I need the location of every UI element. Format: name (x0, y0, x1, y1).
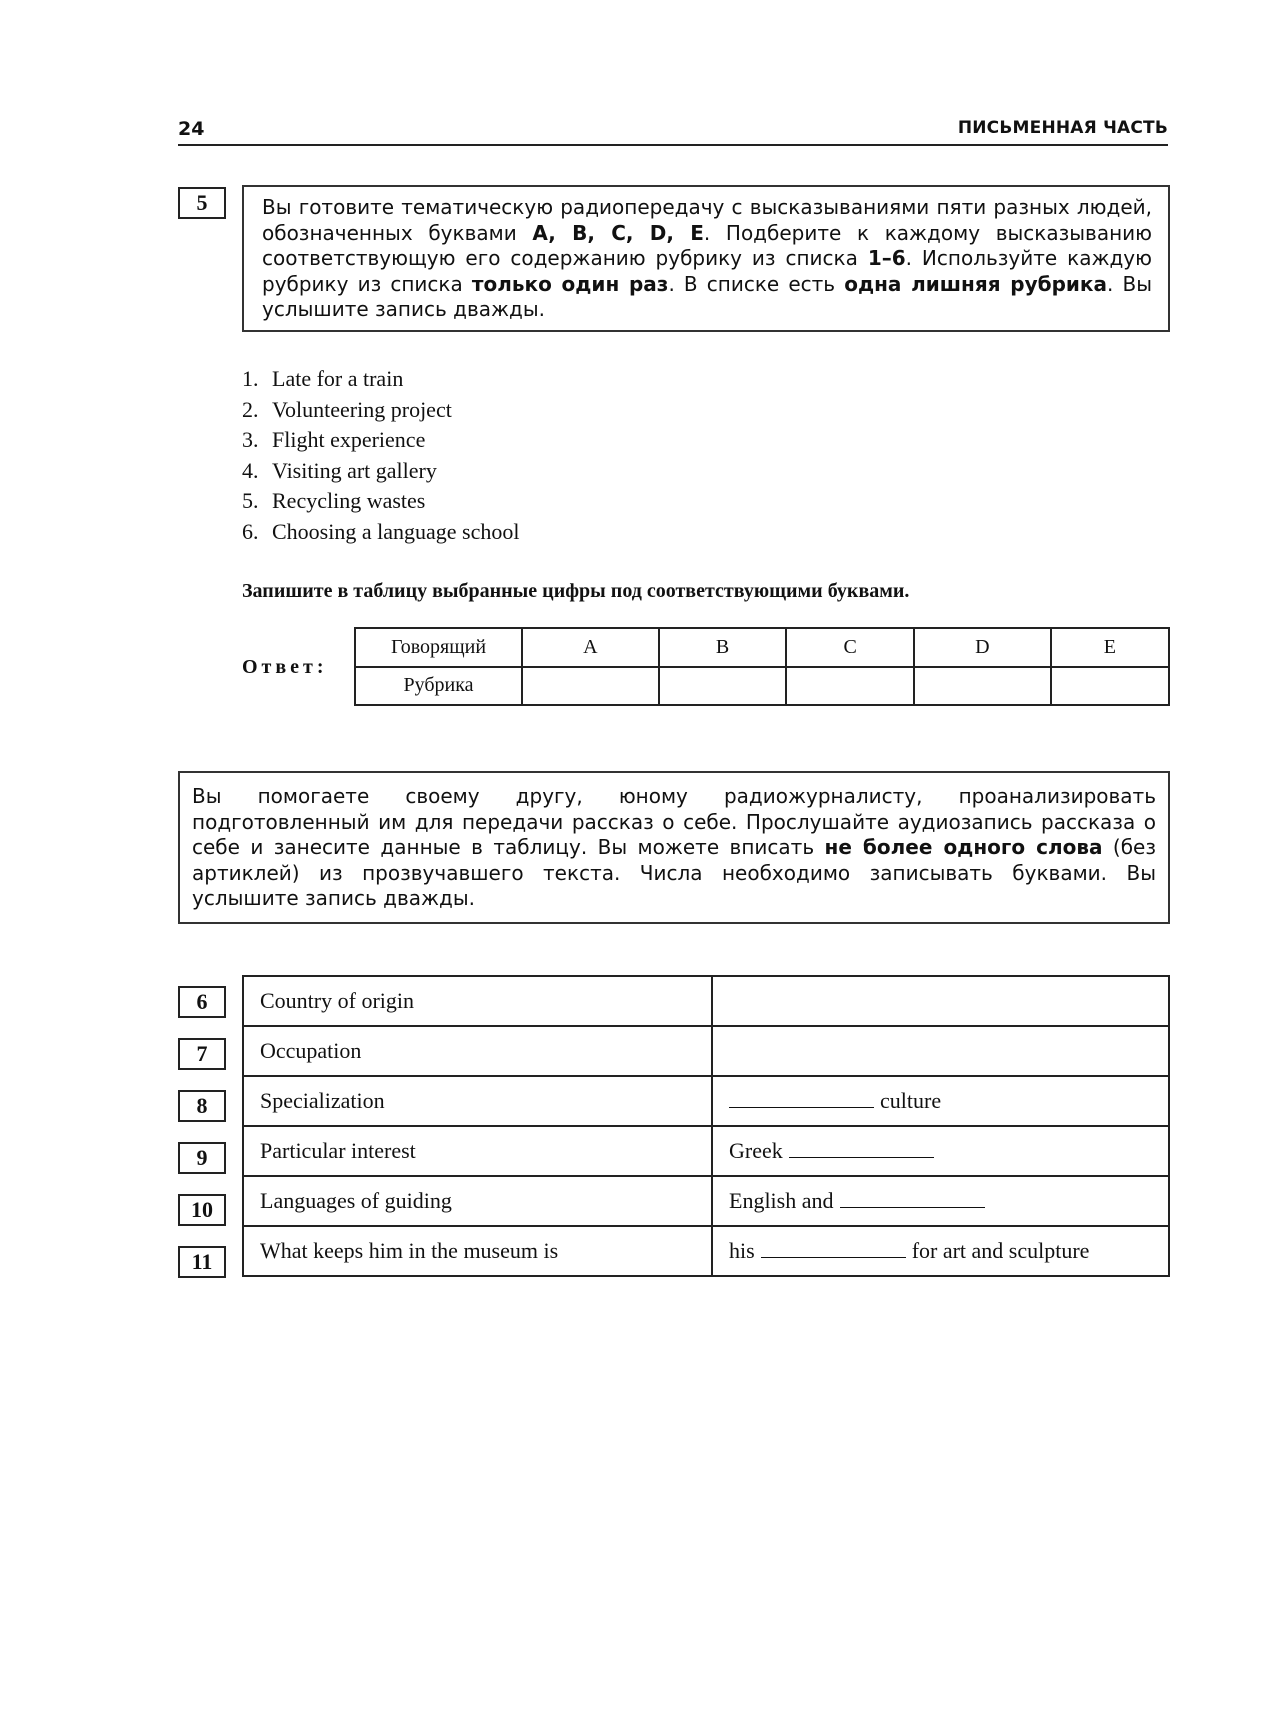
answer-blank-9[interactable] (789, 1139, 934, 1158)
list-item (242, 364, 519, 395)
list-item-text: Choosing a language school (272, 518, 520, 544)
table-row (243, 1026, 1169, 1076)
table-row (355, 628, 1169, 667)
list-item-text: Visiting art gallery (272, 457, 437, 483)
task6-11-instruction-box (178, 771, 1170, 924)
task-number-11: 11 (178, 1246, 226, 1278)
answer-cell-9 (712, 1126, 1169, 1176)
answer-cell-e[interactable] (1051, 667, 1169, 706)
speaker-letter-d: D (914, 628, 1051, 667)
instruction-text: Вы помогаете своему другу, юному радиожурналисту, проанализировать подготовленный им для передачи рассказ о себе. Прослушайте аудиозапись рассказа о себе и занесите данные в таблицу. Вы можете вписать (192, 784, 1156, 859)
task-number-9: 9 (178, 1142, 226, 1174)
answer-cell-7[interactable] (712, 1026, 1169, 1076)
list-item-number: 1. (242, 366, 259, 391)
list-item (242, 486, 519, 517)
instruction-text: . В списке есть (668, 271, 845, 296)
task5-instruction-box (242, 185, 1170, 332)
list-item-number: 5. (242, 488, 259, 513)
section-title: ПИСЬМЕННАЯ ЧАСТЬ (957, 118, 1168, 138)
instruction-text: . Используйте каждую рубрику из списка (262, 246, 1152, 296)
list-item-number: 2. (242, 396, 259, 422)
cell-text-before: his (729, 1238, 755, 1263)
row-label: Particular interest (243, 1126, 712, 1176)
list-item-text: Recycling wastes (272, 488, 426, 513)
list-item-number: 3. (242, 427, 259, 452)
answer-label: Ответ: (242, 656, 328, 678)
list-item (242, 517, 519, 548)
instruction-text: Вы готовите тематическую радиопередачу с высказываниями пяти разных людей, обозначенных буквами (262, 195, 1152, 245)
table-row (243, 1126, 1169, 1176)
row-label: What keeps him in the museum is (243, 1226, 712, 1276)
instruction-text: . Вы услышите запись дважды. (262, 271, 1152, 321)
table-instruction: Запишите в таблицу выбранные цифры под соответствующими буквами. (242, 580, 910, 602)
instruction-text: (без артиклей) из прозвучавшего текста. Числа необходимо записывать буквами. Вы услышите запись дважды. (192, 835, 1156, 910)
instruction-bold-once: только один раз (471, 271, 669, 296)
table-row (243, 976, 1169, 1026)
list-item-number: 4. (242, 457, 259, 483)
cell-text-before: English and (729, 1188, 834, 1213)
page-number: 24 (178, 118, 205, 140)
answer-blank-11[interactable] (761, 1239, 906, 1258)
table-row (243, 1226, 1169, 1276)
answer-cell-a[interactable] (522, 667, 659, 706)
info-table (242, 975, 1170, 1277)
speaker-letter-c: C (786, 628, 914, 667)
table-row (355, 667, 1169, 706)
list-item (242, 456, 519, 487)
row-label: Languages of guiding (243, 1176, 712, 1226)
task-number-8: 8 (178, 1090, 226, 1122)
table-row (243, 1176, 1169, 1226)
answer-cell-8 (712, 1076, 1169, 1126)
table-row (243, 1076, 1169, 1126)
speaker-letter-b: B (659, 628, 787, 667)
answer-cell-c[interactable] (786, 667, 914, 706)
list-item-text: Flight experience (272, 427, 426, 452)
instruction-text: . Подберите к каждому высказыванию соответствующую его содержанию рубрику из списка (262, 220, 1152, 270)
task-number-6: 6 (178, 986, 226, 1018)
cell-text-after: culture (880, 1088, 942, 1113)
list-item (242, 395, 519, 426)
cell-text-before: Greek (729, 1138, 783, 1163)
list-item-text: Late for a train (272, 366, 404, 391)
answer-blank-8[interactable] (729, 1089, 874, 1108)
row-label: Country of origin (243, 976, 712, 1026)
instruction-bold-range: 1–6 (867, 246, 906, 270)
task-number-7: 7 (178, 1038, 226, 1070)
row-label: Specialization (243, 1076, 712, 1126)
task-number-10: 10 (178, 1194, 226, 1226)
speaker-letter-a: A (522, 628, 659, 667)
answer-cell-d[interactable] (914, 667, 1051, 706)
answer-cell-6[interactable] (712, 976, 1169, 1026)
answer-cell-10 (712, 1176, 1169, 1226)
row-label: Occupation (243, 1026, 712, 1076)
list-item (242, 425, 519, 456)
task-number-5: 5 (178, 187, 226, 219)
answer-cell-b[interactable] (659, 667, 787, 706)
instruction-bold-limit: не более одного слова (824, 835, 1103, 859)
speaker-letter-e: E (1051, 628, 1169, 667)
list-item-text: Volunteering project (272, 396, 452, 422)
instruction-bold-extra: одна лишняя рубрика (844, 271, 1107, 296)
rubric-header: Рубрика (355, 667, 522, 706)
cell-text-after: for art and sculpture (911, 1238, 1090, 1263)
speaker-header: Говорящий (355, 628, 522, 667)
answer-cell-11 (712, 1226, 1169, 1276)
answer-blank-10[interactable] (840, 1189, 985, 1208)
page-header (178, 114, 1168, 146)
list-item-number: 6. (242, 518, 259, 544)
answer-table (354, 627, 1170, 706)
rubric-list (242, 364, 519, 547)
instruction-bold-letters: A, B, C, D, E (532, 220, 704, 245)
